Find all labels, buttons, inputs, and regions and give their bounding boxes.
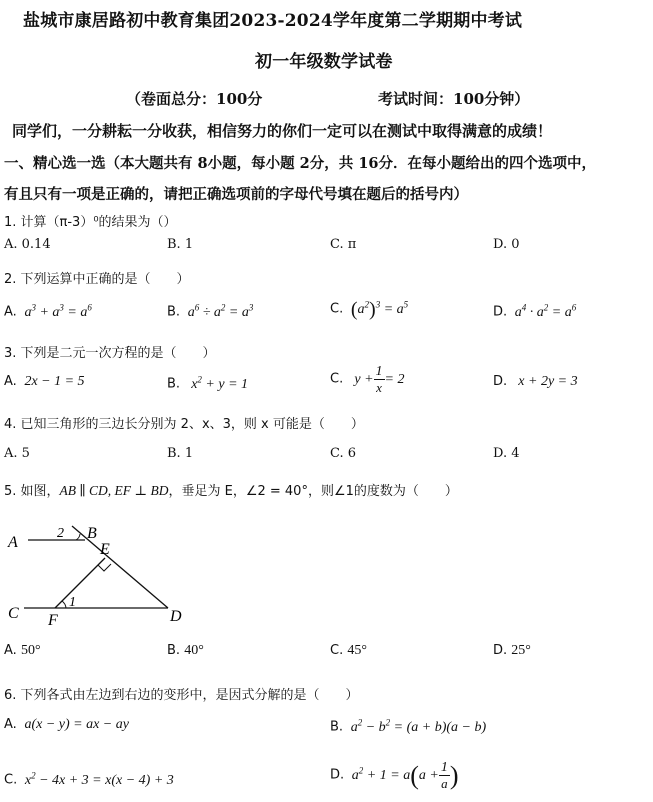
paper-subtitle: 初一年级数学试卷 <box>255 52 393 72</box>
point-f-label: F <box>48 612 58 629</box>
q6-option-a[interactable]: A. a(x − y) = ax − ay <box>4 717 129 732</box>
q2-a-formula: $a^3 + a^3 = a^6$ <box>20 302 92 320</box>
section1-instructions-line2: 有且只有一项是正确的，请把正确选项前的字母代号填在题后的括号内） <box>4 186 468 203</box>
q3-c-formula: y + $\frac{1}{x}$ = 2 <box>347 364 405 395</box>
q4-option-b[interactable]: B. 1 <box>167 446 194 461</box>
q6-d-formula: $a^2 + 1 = a(a$ + $\frac{1}{a}$ ) <box>348 760 459 791</box>
q2-option-d[interactable]: D. $a^4 \cdot a^2 = a^6$ <box>493 302 577 320</box>
angle-2-label: 2 <box>57 526 64 541</box>
q3-option-c[interactable]: C. y + $\frac{1}{x}$ = 2 <box>330 364 405 395</box>
q4-option-a[interactable]: A. 5 <box>4 446 30 461</box>
q2-option-c[interactable]: C. $(a^2)^3 = a^5$ <box>330 298 409 320</box>
q5-option-b[interactable]: B. 40° <box>167 643 204 658</box>
total-score: （卷面总分：100分 <box>126 90 263 108</box>
q4-option-d[interactable]: D. 4 <box>493 446 520 461</box>
q6-option-c[interactable]: C. $x^2 - 4x + 3 = x(x - 4) + 3$ <box>4 770 174 788</box>
q3-b-formula: $x^2 + y = 1$ <box>184 374 249 392</box>
point-e-label: E <box>100 541 110 558</box>
q4-option-c[interactable]: C. 6 <box>330 446 357 461</box>
q1-option-a[interactable]: A. 0.14 <box>4 237 51 252</box>
q2-d-formula: $a^4 \cdot a^2 = a^6$ <box>511 302 577 320</box>
point-d-label: D <box>170 608 182 625</box>
question-6-stem: 6. 下列各式由左边到右边的变形中，是因式分解的是（ ） <box>4 688 359 703</box>
q2-option-b[interactable]: B. $a^6 \div a^2 = a^3$ <box>167 302 254 320</box>
q6-option-b[interactable]: B. $a^2 - b^2 = (a + b)(a - b)$ <box>330 717 487 735</box>
q3-d-formula: x + 2y = 3 <box>511 374 578 389</box>
q1-option-b[interactable]: B. 1 <box>167 237 194 252</box>
q1-option-c[interactable]: C. π <box>330 237 357 252</box>
encouragement-text: 同学们，一分耕耘一分收获，相信努力的你们一定可以在测试中取得满意的成绩！ <box>12 122 553 140</box>
q3-option-a[interactable]: A. 2x − 1 = 5 <box>4 374 85 389</box>
exam-title: 盐城市康居路初中教育集团2023-2024学年度第二学期期中考试 <box>23 11 523 31</box>
q2-b-formula: $a^6 \div a^2 = a^3$ <box>184 302 254 320</box>
question-2-stem: 2. 下列运算中正确的是（ ） <box>4 272 190 287</box>
q1-option-d[interactable]: D. 0 <box>493 237 520 252</box>
question-4-stem: 4. 已知三角形的三边长分别为 2、x、3，则 x 可能是（ ） <box>4 417 364 432</box>
question-5-stem: 5. 如图，AB ∥ CD, EF ⊥ BD，垂足为 E，∠2 = 40°，则∠1的度数为（ ） <box>4 483 458 499</box>
q3-option-b[interactable]: B. $x^2 + y = 1$ <box>167 374 249 392</box>
q6-c-formula: $x^2 - 4x + 3 = x(x - 4) + 3$ <box>21 770 174 788</box>
point-a-label: A <box>8 534 18 551</box>
q6-a-formula: a(x − y) = ax − ay <box>20 717 129 732</box>
q6-b-formula: $a^2 - b^2 = (a + b)(a - b)$ <box>347 717 487 735</box>
q5-option-a[interactable]: A. 50° <box>4 643 41 658</box>
q6-option-d[interactable]: D. $a^2 + 1 = a(a$ + $\frac{1}{a}$ ) <box>330 760 459 791</box>
q3-a-formula: 2x − 1 = 5 <box>20 374 85 389</box>
q5-option-d[interactable]: D. 25° <box>493 643 531 658</box>
q2-c-formula: $(a^2)^3 = a^5$ <box>350 298 409 320</box>
angle-1-label: 1 <box>69 595 76 610</box>
section1-instructions-line1: 一、精心选一选（本大题共有 8小题，每小题 2分，共 16分．在每小题给出的四个选项中， <box>4 155 596 172</box>
point-b-label: B <box>87 525 97 542</box>
q5-option-c[interactable]: C. 45° <box>330 643 367 658</box>
geometry-figure <box>0 512 200 630</box>
question-1-stem: 1. 计算（π-3）⁰的结果为（） <box>4 215 177 230</box>
q3-option-d[interactable]: D. x + 2y = 3 <box>493 374 578 389</box>
exam-time: 考试时间：100分钟） <box>378 90 530 108</box>
q2-option-a[interactable]: A. $a^3 + a^3 = a^6$ <box>4 302 92 320</box>
question-3-stem: 3. 下列是二元一次方程的是（ ） <box>4 346 216 361</box>
point-c-label: C <box>8 605 19 622</box>
